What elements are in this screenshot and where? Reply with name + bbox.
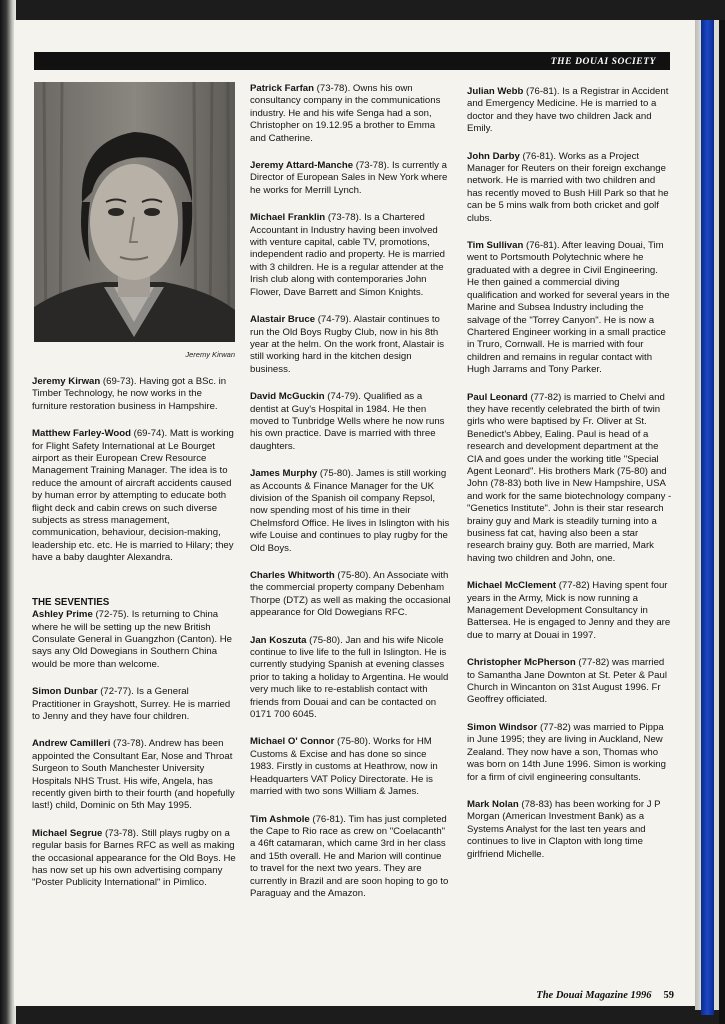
entry-name: Paul Leonard: [467, 391, 528, 403]
entry-tim-sullivan: [467, 240, 672, 376]
entry-text: (73-78). Owns his own consultancy company in the communications industry. He and his wife Senga had a son, Christopher on 19.12.95 a brother to Emma and Catherine.: [250, 83, 441, 144]
entry-david-mcguckin: [250, 391, 452, 453]
entry-name: Jeremy Attard-Manche: [250, 160, 354, 172]
entry-john-darby: [467, 151, 672, 225]
entry-matthew-farley-wood: [32, 428, 236, 564]
entry-text: (73-78). Still plays rugby on a regular basis for Barnes RFC as well as making the occasional appearance for the Old Boys. He has now set up his own advertising company "Poster Publicity International" in Pimlico.: [32, 827, 236, 889]
entry-name: Christopher McPherson: [467, 657, 576, 669]
entry-text: (72-75). Is returning to China where he will be setting up the new British Consulate General in Guangzhon (Canton). He says any Old Dowegians in Southern China would be more than welcome.: [32, 609, 232, 670]
entry-name: Jan Koszuta: [250, 634, 307, 646]
entry-name: Ashley Prime: [32, 609, 93, 621]
entry-name: Jeremy Kirwan: [32, 376, 101, 387]
entry-name: Alastair Bruce: [250, 314, 316, 326]
entry-christopher-mcpherson: [467, 657, 672, 707]
entry-tim-ashmole: [250, 814, 452, 901]
entry-name: Tim Sullivan: [467, 240, 524, 252]
entry-name: Mark Nolan: [467, 798, 519, 810]
entry-alastair-bruce: [250, 314, 452, 376]
entry-text: (78-83) has been working for J P Morgan (American Investment Bank) as a Systems Analyst for the last ten years and continues to live in Clapton with long time girlfriend Michelle.: [467, 798, 661, 860]
entry-text: (75-80). An Associate with the commercial property company Debenham Thorpe (DTZ) as well as making the occasional appearance for Old Dowegians RFC.: [250, 570, 451, 619]
entry-name: Matthew Farley-Wood: [32, 428, 131, 440]
entry-text: (76-81). Tim has just completed the Cape to Rio race as crew on "Coelacanth" a 46ft catamaran, which came 3rd in her class and 15th overall. He and Marion will continue to travel for the next two years. They are currently in Brazil and are soon hoping to go to Paraguay and the Amazon.: [250, 813, 449, 899]
portrait-photo: [34, 82, 235, 342]
entry-text: (77-82) is married to Chelvi and they have recently celebrated the birth of twin girls who were baptised by Fr. Oliver at St. Benedict's Abbey, Ealing. Paul is head of a research and development department at the CIA and goes under the working title "Special Agent Leonard". His brothers Mark (75-80) and John (78-83) both live in New Hampshire, USA and work for the same biotechnology company - "Genetics Institute". John is their star research brainy guy and Mark is steadily turning into a business fat cat, having also been a star research brainy guy. Both are married, Mark having two children and John, one.: [467, 391, 672, 564]
entry-andrew-camilleri: [32, 738, 236, 812]
column-3: [467, 86, 672, 876]
entry-text: (73-78). Is currently a Director of European Sales in New York where he works for Merrill Lynch.: [250, 160, 448, 196]
entry-name: Patrick Farfan: [250, 83, 314, 94]
column-2: [250, 83, 452, 915]
entry-name: Simon Windsor: [467, 721, 538, 733]
entry-jan-koszuta: [250, 635, 452, 722]
section-heading-seventies: THE SEVENTIES: [32, 596, 110, 608]
column-1: [32, 376, 236, 905]
entry-text: (69-73). Having got a BSc. in Timber Technology, he now works in the furniture restoration business in Hampshire.: [32, 376, 227, 412]
entry-text: (75-80). James is still working as Accounts & Finance Manager for the UK division of the Spanish oil company Repsol, now spending most of his time in their Chelmsford Office. He lives in Islington with his wife Louise and continues to play rugby for the Old Boys.: [250, 468, 450, 554]
entry-text: (77-82) was married to Samantha Jane Downton at St. Peter & Paul Church in Wincanton on 31st August 1996. Fr Geoffrey officiated.: [467, 657, 667, 706]
binding-blue-strip: [701, 20, 714, 1015]
entry-michael-segrue: [32, 828, 236, 890]
entry-name: James Murphy: [250, 468, 318, 480]
photo-caption: Jeremy Kirwan: [185, 350, 235, 359]
entry-julian-webb: [467, 86, 672, 136]
entry-paul-leonard: [467, 392, 672, 566]
entry-name: David McGuckin: [250, 391, 325, 403]
entry-text: (77-82) was married to Pippa in June 1995; they are living in Auckland, New Zealand. They now have a son, Thomas who was born on 14th June 1996. Simon is working for a firm of civil engineering consultants.: [467, 721, 666, 783]
entry-name: Michael Segrue: [32, 827, 103, 839]
entry-ashley-prime: [32, 609, 236, 671]
entry-text: (76-81). Works as a Project Manager for Reuters on their foreign exchange network. He is married with two children and has recently moved to Bush Hill Park so that he can be 5 mins walk from both cricket and golf clubs.: [467, 150, 669, 224]
entry-charles-whitworth: [250, 570, 452, 620]
magazine-page: [14, 20, 695, 1006]
entry-jeremy-attard-manche: [250, 160, 452, 197]
entry-jeremy-kirwan: [32, 376, 236, 413]
entry-name: Michael McClement: [467, 580, 557, 592]
entry-text: (69-74). Matt is working for Flight Safety International at Le Bourget airport as their European Crew Resource Management Training Manager. The idea is to reduce the amount of aircraft accidents caused by human error by attempting to educate both flight deck and cabin crews on such diverse subjects as stress management, communication, behaviour, decision-making, leadership etc. etc. He is married to Hilary; they have a baby daughter Alexandra.: [32, 428, 234, 564]
entry-name: Tim Ashmole: [250, 813, 310, 825]
entry-text: (72-77). Is a General Practitioner in Grayshott, Surrey. He is married to Jenny and they have four children.: [32, 686, 231, 722]
entry-michael-franklin: [250, 212, 452, 299]
entry-text: (73-78). Is a Chartered Accountant in Industry having been involved with venture capital, cable TV, promotions, independent radio and property. He is married with 3 children. He is a regular attender at the Irish club along with contemporaries John Flower, Dave Barrett and Simon Knights.: [250, 212, 446, 298]
entry-text: (75-80). Works for HM Customs & Excise and has done so since 1983. Firstly in customs at Heathrow, now in Headquarters VAT Policy Directorate. He is married with two sons William & James.: [250, 736, 438, 798]
header-bar: [34, 52, 670, 70]
header-title: THE DOUAI SOCIETY: [550, 57, 656, 67]
entry-text: (75-80). Jan and his wife Nicole continue to live life to the full in Islington. He is currently studying Spanish at evening classes prior to taking a holiday to Argentina. He would very much like to re-establish contact with friends from Douai and can be contacted on 0171 700 6045.: [250, 634, 449, 721]
entry-name: Michael O' Connor: [250, 736, 335, 748]
entry-text: (73-78). Andrew has been appointed the Consultant Ear, Nose and Throat Surgeon to South Manchester University Hospitals NHS Trust. His wife, Angela, has recently given birth to their fourth (and hopefully last!) child, Dominic on 5th May 1995.: [32, 738, 235, 812]
entry-simon-windsor: [467, 722, 672, 784]
entry-name: Andrew Camilleri: [32, 738, 111, 750]
entry-name: Simon Dunbar: [32, 686, 98, 698]
entry-text: (74-79). Qualified as a dentist at Guy's Hospital in 1984. He then moved to Tunbridge Wells where he now runs his own practice. Dave is married with three daughters.: [250, 391, 445, 452]
entry-simon-dunbar: [32, 686, 236, 723]
entry-mark-nolan: [467, 799, 672, 861]
entry-james-murphy: [250, 468, 452, 555]
entry-text: (76-81). After leaving Douai, Tim went to Portsmouth Polytechnic where he graduated with a degree in Civil Engineering. He then gained a commercial diving qualification and worked for several years in the Marine and Subsea Industry including the salvage of the "Torrey Canyon". He is now a Chartered Engineer working in a small practice in Truro, Cornwall. He is married with four children and remains in regular contact with Hugh Jarrams and Tony Parker.: [467, 240, 670, 376]
entry-name: Charles Whitworth: [250, 570, 335, 581]
page-footer: [504, 990, 674, 1001]
footer-magazine-title: The Douai Magazine 1996: [536, 990, 652, 1001]
binding-dark-edge: [719, 20, 725, 1024]
entry-patrick-farfan: [250, 83, 452, 145]
portrait-illustration: [34, 82, 235, 342]
entry-text: (77-82) Having spent four years in the Army, Mick is now running a Management Development Consultancy in Battersea. He is engaged to Jenny and they are due to marry at Douai in 1997.: [467, 580, 671, 641]
entry-name: Julian Webb: [467, 86, 524, 97]
page-number: 59: [663, 990, 674, 1001]
entry-michael-mcclement: [467, 580, 672, 642]
entry-text: (76-81). Is a Registrar in Accident and Emergency Medicine. He is married to a doctor and they have two children Jack and Emily.: [467, 86, 669, 135]
entry-name: John Darby: [467, 150, 520, 162]
entry-name: Michael Franklin: [250, 212, 326, 224]
entry-michael-oconnor: [250, 736, 452, 798]
entry-text: (74-79). Alastair continues to run the Old Boys Rugby Club, now in his 8th year at the helm. On the work front, Alastair is still working hard in the kitchen design business.: [250, 314, 445, 375]
